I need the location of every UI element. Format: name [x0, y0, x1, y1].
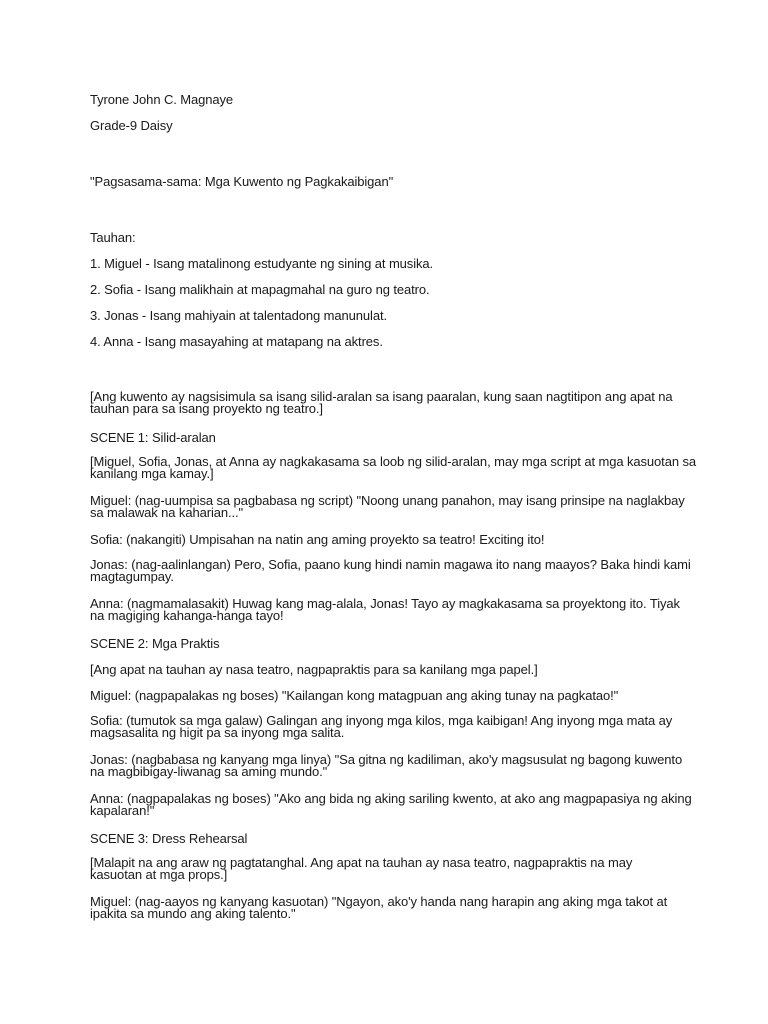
scene-1-sofia-line: Sofia: (nakangiti) Umpisahan na natin ang aming proyekto sa teatro! Exciting ito! — [90, 532, 545, 547]
dialogue-line-2: kapalaran!" — [90, 803, 155, 818]
dialogue-line-2: na magbibigay-liwanag sa aming mundo." — [90, 764, 328, 779]
dialogue-line-2: ipakita sa mundo ang aking talento." — [90, 906, 296, 921]
dialogue-line-2: magsasalita ng higit pa sa inyong mga salita. — [90, 725, 345, 740]
dialogue-line-2: sa malawak na kaharian..." — [90, 505, 244, 520]
scene-1-heading: SCENE 1: Silid-aralan — [90, 430, 216, 445]
scene-2-heading: SCENE 2: Mga Praktis — [90, 636, 220, 651]
dialogue-line-1: Jonas: (nag-aalinlangan) Pero, Sofia, paano kung hindi namin magawa ito nang maayos? Baka hindi kami — [90, 557, 691, 572]
dialogue-line-2: na magiging kahanga-hanga tayo! — [90, 608, 284, 623]
author-name: Tyrone John C. Magnaye — [90, 92, 234, 107]
direction-line-2: kasuotan at mga props.] — [90, 867, 228, 882]
dialogue-line-2: magtagumpay. — [90, 569, 174, 584]
intro-direction — [90, 391, 690, 415]
direction-line-1: [Malapit na ang araw ng pagtatanghal. Ang apat na tauhan ay nasa teatro, nagpapraktis na may — [90, 855, 633, 870]
intro-line-2: tauhan para sa isang proyekto ng teatro.] — [90, 401, 323, 416]
scene-1-miguel-line — [90, 495, 690, 519]
grade-section: Grade-9 Daisy — [90, 118, 173, 133]
character-item: 4. Anna - Isang masayahing at matapang na aktres. — [90, 334, 383, 349]
scene-2-anna-line — [90, 793, 690, 817]
character-item: 2. Sofia - Isang malikhain at mapagmahal na guro ng teatro. — [90, 282, 430, 297]
play-title: "Pagsasama-sama: Mga Kuwento ng Pagkakaibigan" — [90, 174, 394, 189]
dialogue-line-1: Miguel: (nag-aayos ng kanyang kasuotan) "Ngayon, ako'y handa nang harapin ang aking mga takot at — [90, 894, 668, 909]
scene-1-anna-line — [90, 598, 690, 622]
scene-2-sofia-line — [90, 715, 690, 739]
dialogue-line-1: Jonas: (nagbabasa ng kanyang mga linya) "Sa gitna ng kadiliman, ako'y magsusulat ng bagong kuwento — [90, 752, 683, 767]
characters-heading: Tauhan: — [90, 230, 136, 245]
dialogue-line-1: Miguel: (nag-uumpisa sa pagbabasa ng script) "Noong unang panahon, may isang prinsipe na naglakbay — [90, 493, 685, 508]
scene-1-direction — [90, 454, 696, 481]
scene-2-miguel-line: Miguel: (nagpapalakas ng boses) "Kailangan kong matagpuan ang aking tunay na pagkatao!" — [90, 688, 619, 703]
scene-2-direction: [Ang apat na tauhan ay nasa teatro, nagpapraktis para sa kanilang mga papel.] — [90, 662, 538, 677]
dialogue-line-1: Anna: (nagmamalasakit) Huwag kang mag-alala, Jonas! Tayo ay magkakasama sa proyektong ito. Tiyak — [90, 596, 680, 611]
intro-line-1: [Ang kuwento ay nagsisimula sa isang silid-aralan sa isang paaralan, kung saan nagtitipon ang apat na — [90, 389, 673, 404]
scene-1-jonas-line — [90, 559, 690, 583]
scene-3-miguel-line — [90, 896, 690, 920]
scene-3-heading: SCENE 3: Dress Rehearsal — [90, 831, 248, 846]
direction-line-2: kanilang mga kamay.] — [90, 466, 214, 481]
dialogue-line-1: Sofia: (tumutok sa mga galaw) Galingan ang inyong mga kilos, mga kaibigan! Ang inyong mga mata ay — [90, 713, 673, 728]
direction-line-1: [Miguel, Sofia, Jonas, at Anna ay nagkakasama sa loob ng silid-aralan, may mga script at mga kasuotan sa — [90, 454, 696, 469]
scene-3-direction — [90, 857, 690, 881]
scene-2-jonas-line — [90, 754, 690, 778]
character-item: 1. Miguel - Isang matalinong estudyante ng sining at musika. — [90, 256, 434, 271]
character-item: 3. Jonas - Isang mahiyain at talentadong manunulat. — [90, 308, 387, 323]
dialogue-line-1: Anna: (nagpapalakas ng boses) "Ako ang bida ng aking sariling kwento, at ako ang magpapasiya ng aking — [90, 791, 692, 806]
